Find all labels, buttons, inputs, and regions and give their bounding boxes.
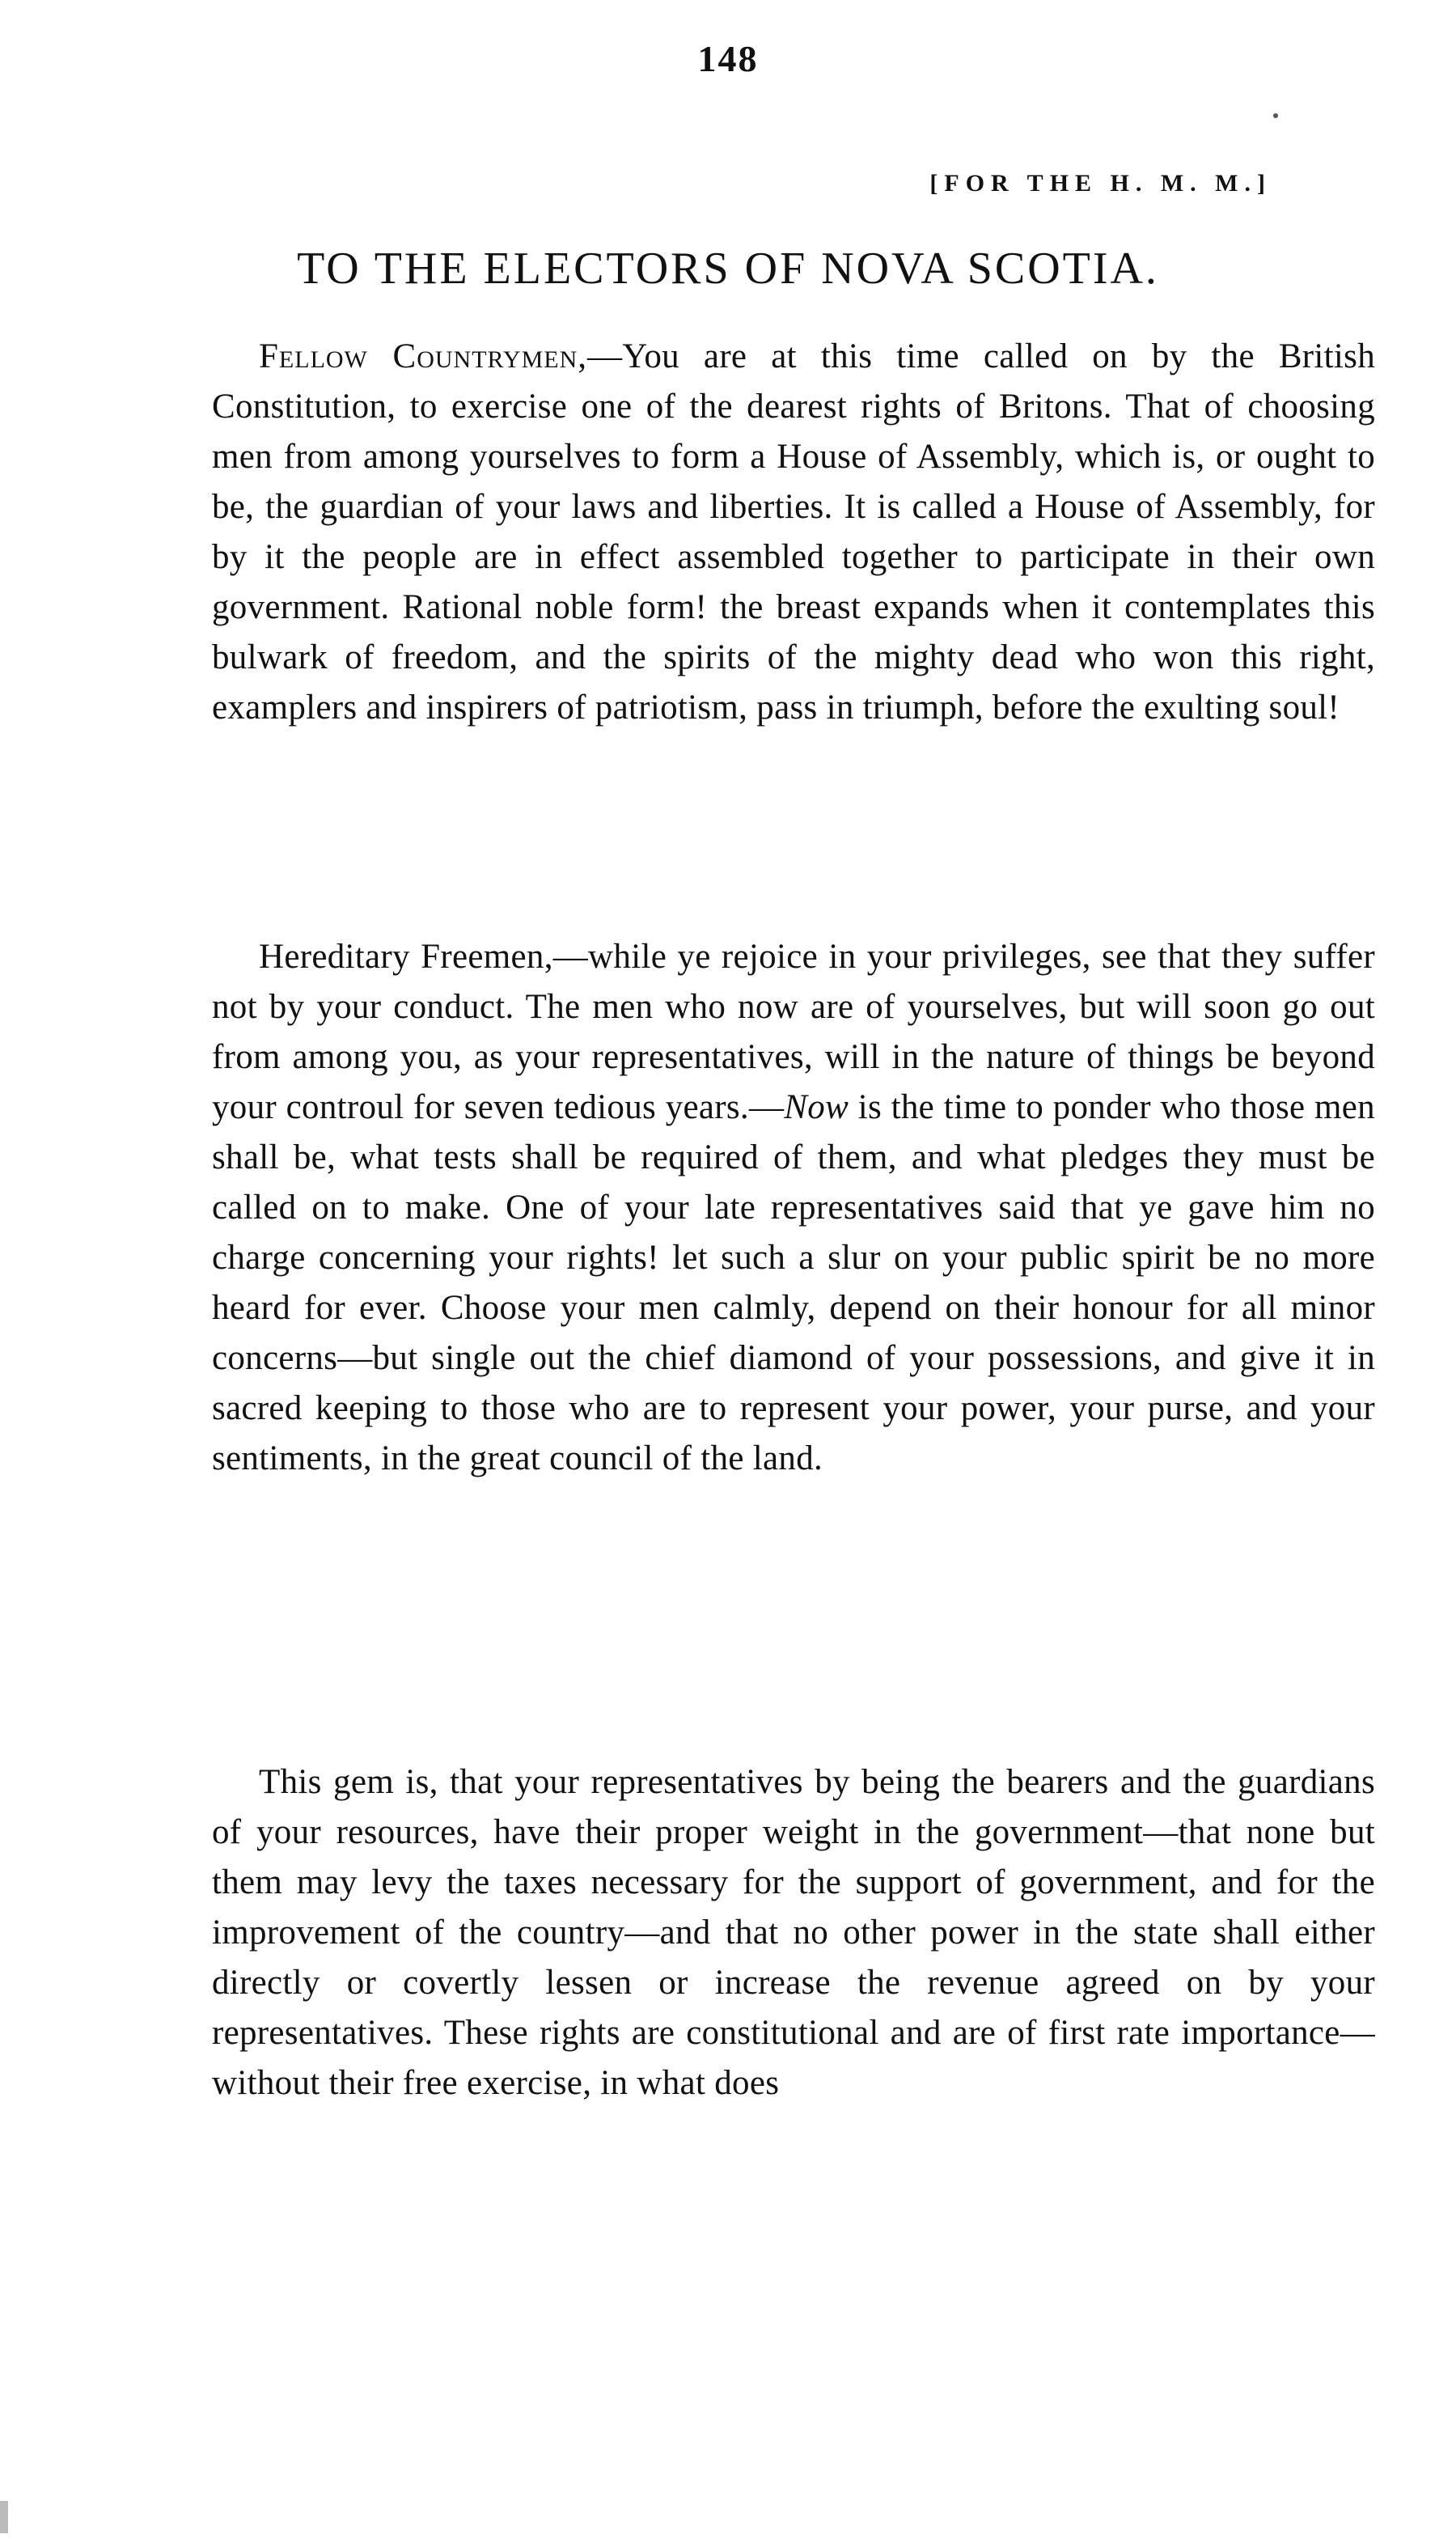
paragraph-3 xyxy=(212,1757,1375,2109)
paragraph-3-text: This gem is, that your representatives by being the bearers and the guardians of your resources, have their proper weight in the government—that none but them may levy the taxes necessary for the support of government, and for the improvement of the country—and that no other power in the state shall either directly or covertly lessen or increase the revenue agreed on by your representatives. These rights are constitutional and are of first rate importance—without their free exercise, in what does xyxy=(212,1763,1375,2102)
stray-mark xyxy=(1273,113,1278,118)
paragraph-1-text: —You are at this time called on by the British Constitution, to exercise one of the dearest rights of Britons. That of choosing men from among yourselves to form a House of Assembly, which is, or ought to be, the guardian of your laws and liberties. It is called a House of Assembly, for by it the people are in effect assembled together to participate in their own government. Rational noble form! the breast expands when it contemplates this bulwark of freedom, and the spirits of the mighty dead who won this right, examplers and inspirers of patriotism, pass in triumph, before the exulting soul! xyxy=(212,337,1375,727)
page-title: TO THE ELECTORS OF NOVA SCOTIA. xyxy=(297,244,1159,294)
paragraph-2-text-before: Hereditary Freemen,—while ye rejoice in your privileges, see that they suffer not by your conduct. The men who now are of yourselves, but will soon go out from among you, as your representatives, will in the nature of things be beyond your controul for seven tedious years.— xyxy=(212,938,1375,1126)
scan-speck xyxy=(0,2501,8,2533)
page-number: 148 xyxy=(697,38,759,79)
salutation: Fellow Countrymen, xyxy=(259,337,587,375)
paragraph-2 xyxy=(212,932,1375,1484)
attribution: [FOR THE H. M. M.] xyxy=(929,170,1272,197)
paragraph-2-text-after: is the time to ponder who those men shall be, what tests shall be required of them, and what pledges they must be called on to make. One of your late representatives said that ye gave him no charge concerning your rights! let such a slur on your public spirit be no more heard for ever. Choose your men calmly, depend on their honour for all minor concerns—but single out the chief diamond of your possessions, and give it in sacred keeping to those who are to represent your power, your purse, and your sentiments, in the great council of the land. xyxy=(212,1088,1375,1477)
emphasis-now: Now xyxy=(784,1088,849,1126)
paragraph-1 xyxy=(212,332,1375,733)
